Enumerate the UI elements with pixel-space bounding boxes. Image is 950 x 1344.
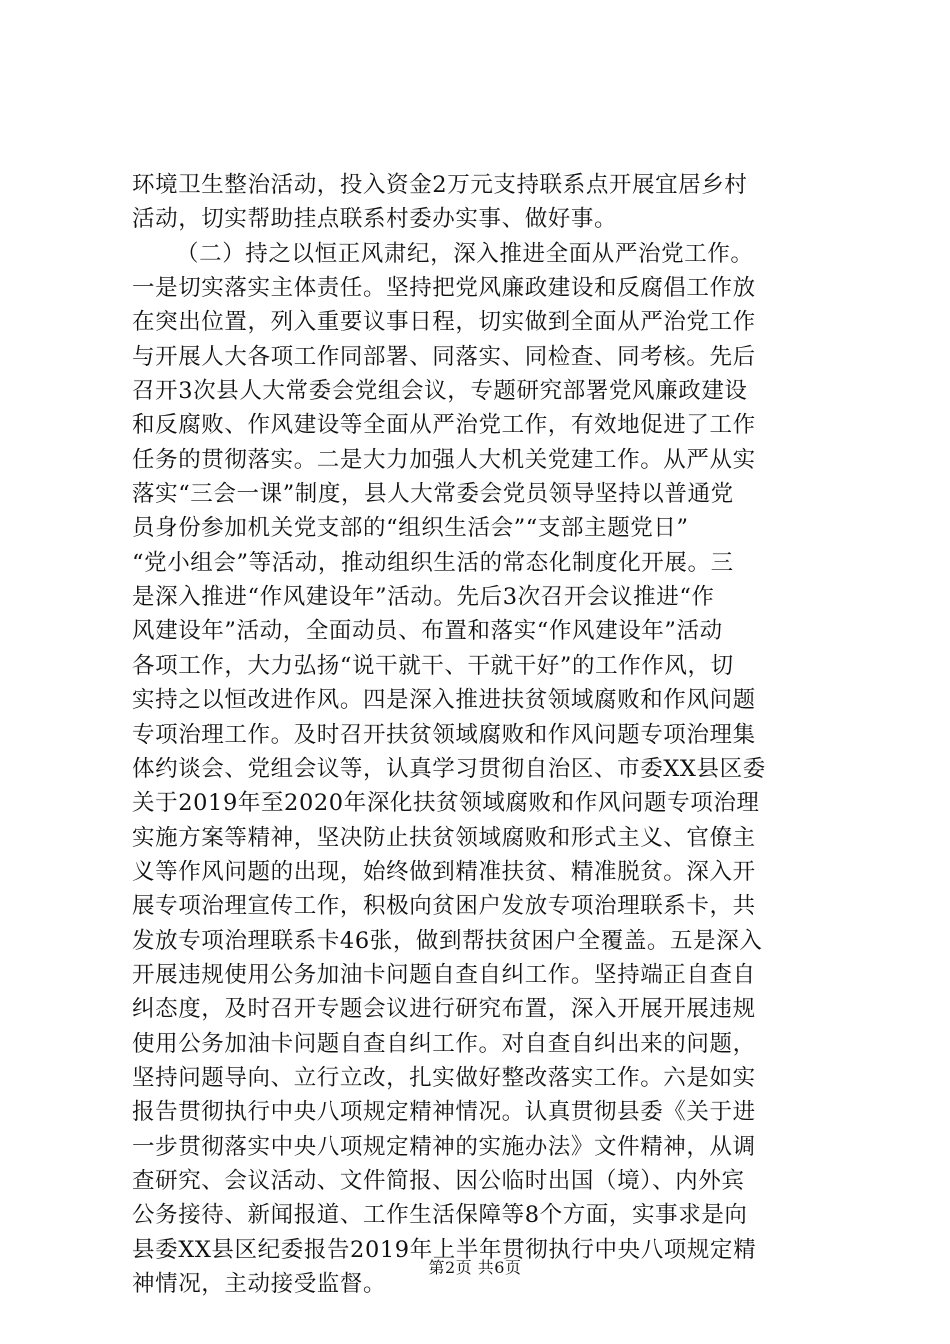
text-line: 专项治理工作。及时召开扶贫领域腐败和作风问题专项治理集 xyxy=(132,721,756,748)
text-line: 召开3次县人大常委会党组会议，专题研究部署党风廉政建设 xyxy=(132,378,748,405)
text-line: “党小组会”等活动，推动组织生活的常态化制度化开展。三 xyxy=(132,549,734,576)
text-line: 实持之以恒改进作风。四是深入推进扶贫领域腐败和作风问题 xyxy=(132,687,756,714)
text-line: 一是切实落实主体责任。坚持把党风廉政建设和反腐倡工作放 xyxy=(132,275,756,302)
text-line: 纠态度，及时召开专题会议进行研究布置，深入开展开展违规 xyxy=(132,996,756,1023)
text-line: 实施方案等精神，坚决防止扶贫领域腐败和形式主义、官僚主 xyxy=(132,824,756,851)
text-line: 风建设年”活动，全面动员、布置和落实“作风建设年”活动 xyxy=(132,618,723,645)
text-line: 报告贯彻执行中央八项规定精神情况。认真贯彻县委《关于进 xyxy=(132,1099,756,1126)
text-line: 员身份参加机关党支部的“组织生活会”“支部主题党日” xyxy=(132,515,689,542)
text-line: 环境卫生整治活动，投入资金2万元支持联系点开展宜居乡村 xyxy=(132,172,748,198)
text-line: 义等作风问题的出现，始终做到精准扶贫、精准脱贫。深入开 xyxy=(132,858,756,885)
text-line: 关于2019年至2020年深化扶贫领域腐败和作风问题专项治理 xyxy=(132,790,760,817)
section-heading-line: （二）持之以恒正风肃纪，深入推进全面从严治党工作。 xyxy=(176,240,754,267)
text-line: 落实“三会一课”制度，县人大常委会党员领导坚持以普通党 xyxy=(132,481,734,508)
text-line: 体约谈会、党组会议等，认真学习贯彻自治区、市委XX县区委 xyxy=(132,755,766,782)
text-line: 查研究、会议活动、文件简报、因公临时出国（境）、内外宾 xyxy=(132,1167,745,1194)
text-line: 县委XX县区纪委报告2019年上半年贯彻执行中央八项规定精 xyxy=(132,1236,757,1263)
text-line: 各项工作，大力弘扬“说干就干、干就干好”的工作作风，切 xyxy=(132,652,734,679)
text-line: 开展违规使用公务加油卡问题自查自纠工作。坚持端正自查自 xyxy=(132,961,756,988)
text-line: 任务的贯彻落实。二是大力加强人大机关党建工作。从严从实 xyxy=(132,446,756,473)
text-line: 展专项治理宣传工作，积极向贫困户发放专项治理联系卡，共 xyxy=(132,893,756,920)
text-line: 坚持问题导向、立行立改，扎实做好整改落实工作。六是如实 xyxy=(132,1064,756,1091)
text-line: 神情况，主动接受监督。 xyxy=(132,1271,387,1297)
text-line: 公务接待、新闻报道、工作生活保障等8个方面，实事求是向 xyxy=(132,1202,748,1229)
text-line: 是深入推进“作风建设年”活动。先后3次召开会议推进“作 xyxy=(132,584,715,611)
text-line: 活动，切实帮助挂点联系村委办实事、做好事。 xyxy=(132,206,618,233)
text-line: 使用公务加油卡问题自查自纠工作。对自查自纠出来的问题， xyxy=(132,1030,756,1057)
page-number-footer: 第2页 共6页 xyxy=(428,1258,522,1277)
text-line: 一步贯彻落实中央八项规定精神的实施办法》文件精神，从调 xyxy=(132,1133,756,1160)
text-line: 发放专项治理联系卡46张，做到帮扶贫困户全覆盖。五是深入 xyxy=(132,927,763,954)
body-text xyxy=(132,168,822,1301)
text-line: 和反腐败、作风建设等全面从严治党工作，有效地促进了工作 xyxy=(132,412,756,439)
text-line: 在突出位置，列入重要议事日程，切实做到全面从严治党工作 xyxy=(132,309,756,336)
text-line: 与开展人大各项工作同部署、同落实、同检查、同考核。先后 xyxy=(132,343,756,370)
